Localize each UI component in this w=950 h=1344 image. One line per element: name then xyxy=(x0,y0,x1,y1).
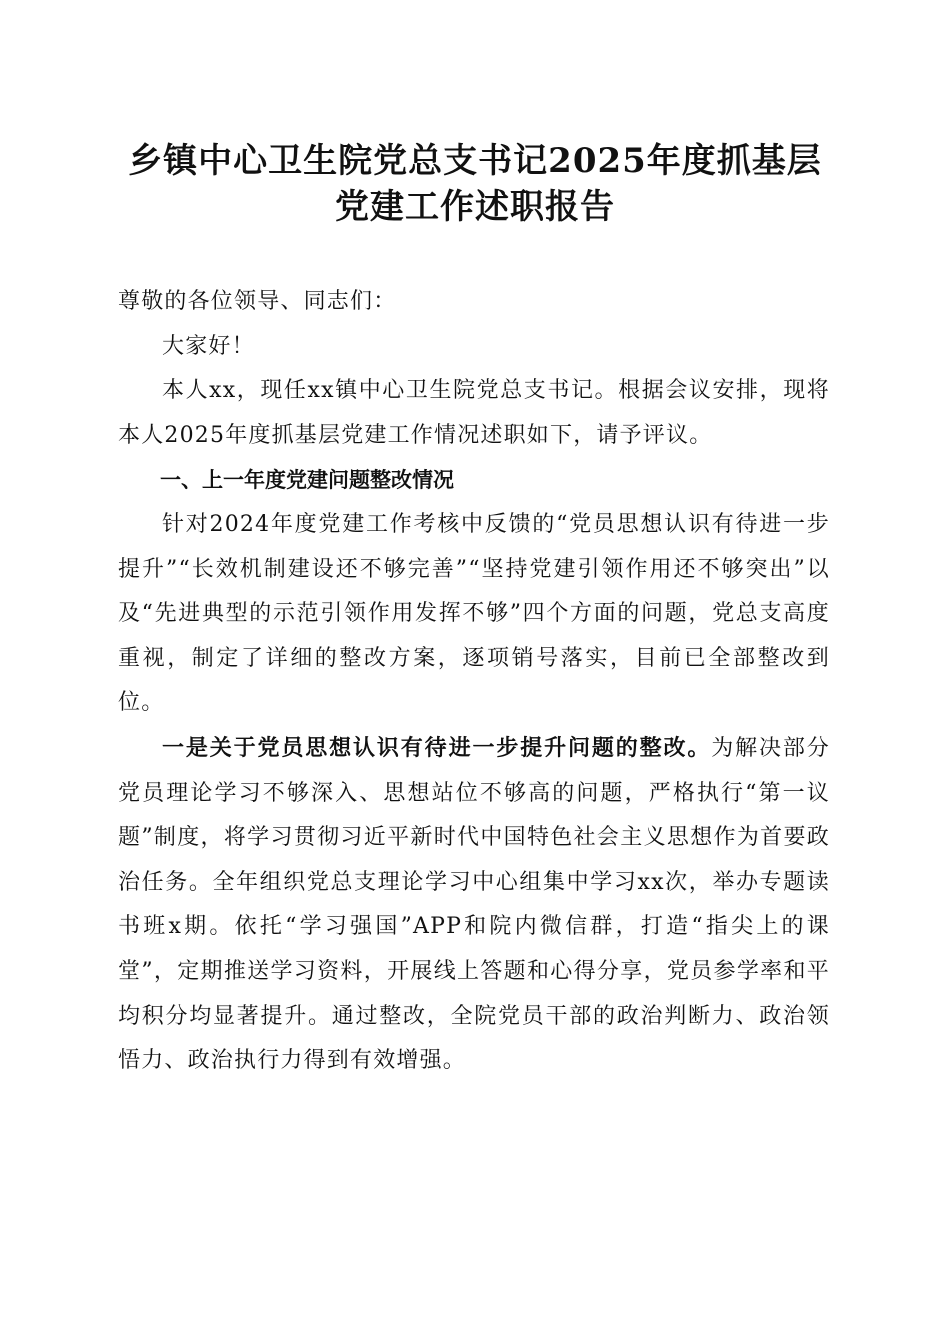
item-1-text: 为解决部分党员理论学习不够深入、思想站位不够高的问题，严格执行“第一议题”制度，将学习贯彻习近平新时代中国特色社会主义思想作为首要政治任务。全年组织党总支理论学习中心组集中学习xx次，举办专题读书班x期。依托“学习强国”APP和院内微信群，打造“指尖上的课堂”，定期推送学习资料，开展线上答题和心得分享，党员参学率和平均积分均显著提升。通过整改，全院党员干部的政治判断力、政治领悟力、政治执行力得到有效增强。 xyxy=(118,735,830,1074)
salutation: 尊敬的各位领导、同志们： xyxy=(118,289,397,314)
greeting: 大家好！ xyxy=(162,333,255,359)
document-body xyxy=(118,280,830,1084)
intro-paragraph: 本人xx，现任xx镇中心卫生院党总支书记。根据会议安排，现将本人2025年度抓基层党建工作情况述职如下，请予评议。 xyxy=(118,378,830,448)
section-1-heading: 一、上一年度党建问题整改情况 xyxy=(160,468,454,493)
item-1-lead: 一是关于党员思想认识有待进一步提升问题的整改。 xyxy=(162,734,712,761)
document-title-line-2: 党建工作述职报告 xyxy=(335,187,615,227)
section-1-paragraph: 针对2024年度党建工作考核中反馈的“党员思想认识有待进一步提升”“长效机制建设还不够完善”“坚持党建引领作用还不够突出”以及“先进典型的示范引领作用发挥不够”四个方面的问题，党总支高度重视，制定了详细的整改方案，逐项销号落实，目前已全部整改到位。 xyxy=(118,511,830,716)
item-1-paragraph xyxy=(118,726,830,1084)
document-title-line-1: 乡镇中心卫生院党总支书记2025年度抓基层 xyxy=(128,141,822,181)
